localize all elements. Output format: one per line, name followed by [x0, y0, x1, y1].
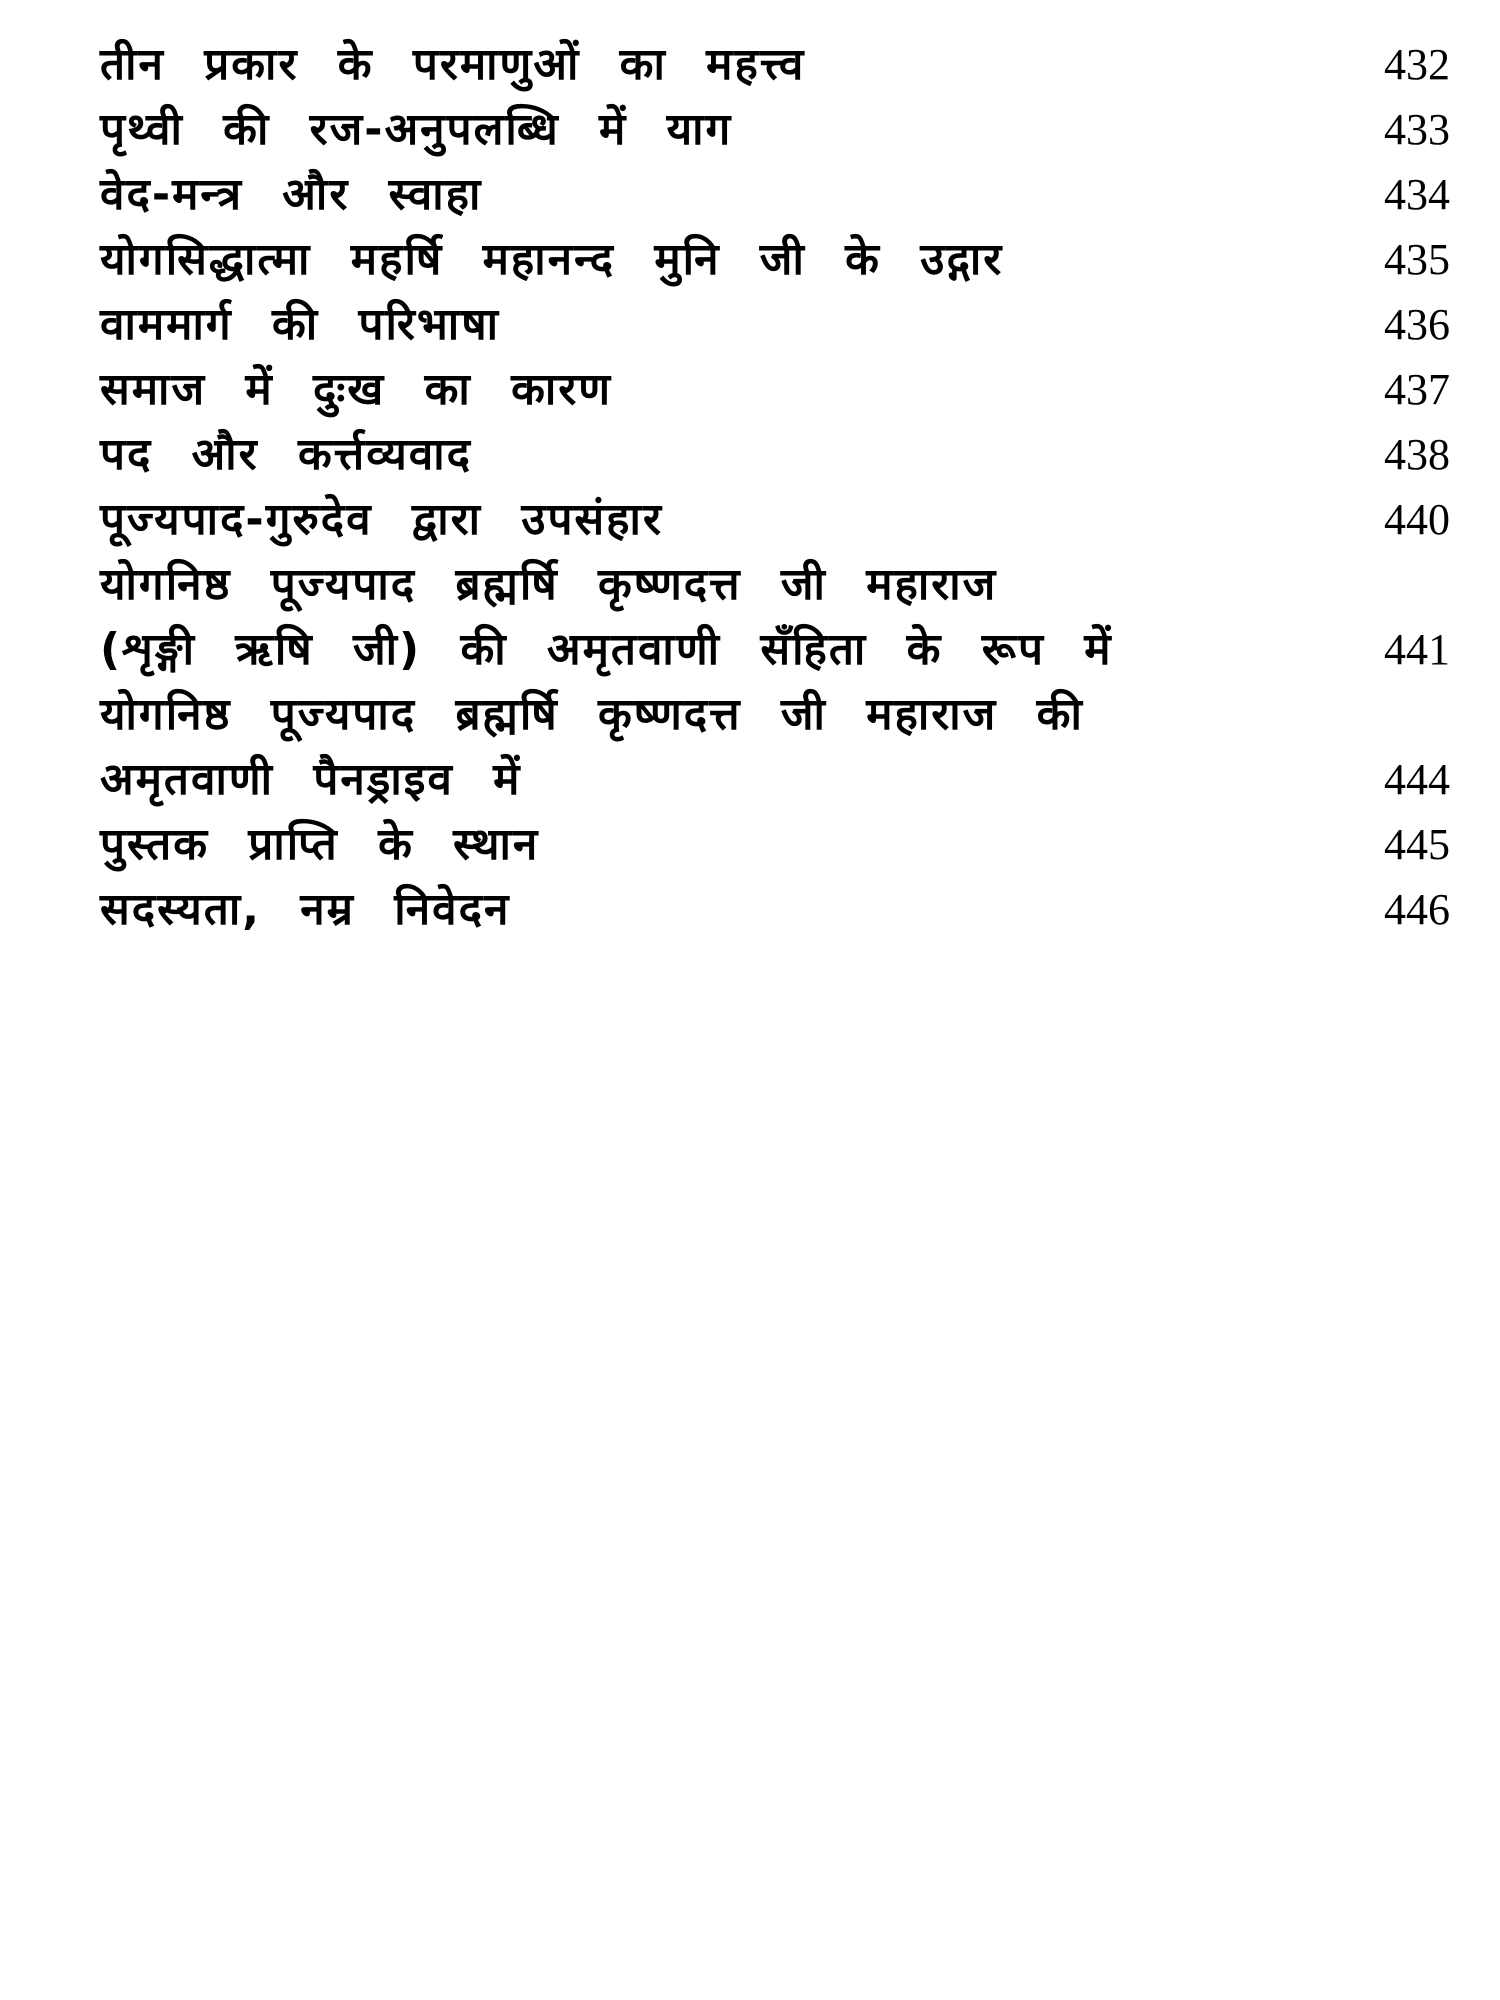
toc-entry-page: 433 — [1384, 105, 1450, 154]
toc-entry — [100, 747, 1460, 812]
table-of-contents — [100, 32, 1460, 942]
toc-entry — [100, 877, 1460, 942]
toc-entry-page: 441 — [1384, 625, 1450, 674]
toc-entry-page: 436 — [1384, 300, 1450, 349]
toc-entry — [100, 32, 1460, 97]
toc-entry-page: 438 — [1384, 430, 1450, 479]
toc-entry-title: योगनिष्ठ पूज्यपाद ब्रह्मर्षि कृष्णदत्त जी महाराज की — [100, 689, 1084, 740]
toc-entry-title: अमृतवाणी पैनड्राइव में — [100, 754, 522, 805]
toc-entry-title: योगसिद्धात्मा महर्षि महानन्द मुनि जी के उद्गार — [100, 234, 1004, 285]
toc-entry — [100, 162, 1460, 227]
toc-entry-page: 434 — [1384, 170, 1450, 219]
toc-entry-title: पद और कर्त्तव्यवाद — [100, 429, 472, 480]
toc-entry — [100, 292, 1460, 357]
toc-entry — [100, 552, 1460, 617]
toc-entry-title: वेद-मन्त्र और स्वाहा — [100, 169, 483, 220]
toc-entry — [100, 682, 1460, 747]
toc-entry-page: 432 — [1384, 40, 1450, 89]
toc-entry-title: पूज्यपाद-गुरुदेव द्वारा उपसंहार — [100, 494, 663, 545]
toc-entry — [100, 812, 1460, 877]
toc-entry-page: 444 — [1384, 755, 1450, 804]
toc-entry-title: योगनिष्ठ पूज्यपाद ब्रह्मर्षि कृष्णदत्त जी महाराज — [100, 559, 998, 610]
toc-entry — [100, 97, 1460, 162]
toc-entry-title: पृथ्वी की रज-अनुपलब्धि में याग — [100, 104, 733, 155]
toc-entry — [100, 487, 1460, 552]
toc-entry-page: 435 — [1384, 235, 1450, 284]
toc-entry-title: पुस्तक प्राप्ति के स्थान — [100, 819, 540, 870]
toc-entry — [100, 227, 1460, 292]
toc-entry-title: सदस्यता, नम्र निवेदन — [100, 884, 511, 935]
toc-entry-page: 446 — [1384, 885, 1450, 934]
toc-entry-page: 440 — [1384, 495, 1450, 544]
toc-entry — [100, 357, 1460, 422]
toc-entry-title: वाममार्ग की परिभाषा — [100, 299, 501, 350]
toc-entry — [100, 617, 1460, 682]
toc-entry-page: 437 — [1384, 365, 1450, 414]
toc-entry-title: तीन प्रकार के परमाणुओं का महत्त्व — [100, 39, 806, 90]
toc-entry-title: समाज में दुःख का कारण — [100, 364, 613, 415]
toc-entry-title: (शृङ्गी ऋषि जी) की अमृतवाणी सँहिता के रूप में — [100, 624, 1113, 675]
toc-entry — [100, 422, 1460, 487]
toc-entry-page: 445 — [1384, 820, 1450, 869]
